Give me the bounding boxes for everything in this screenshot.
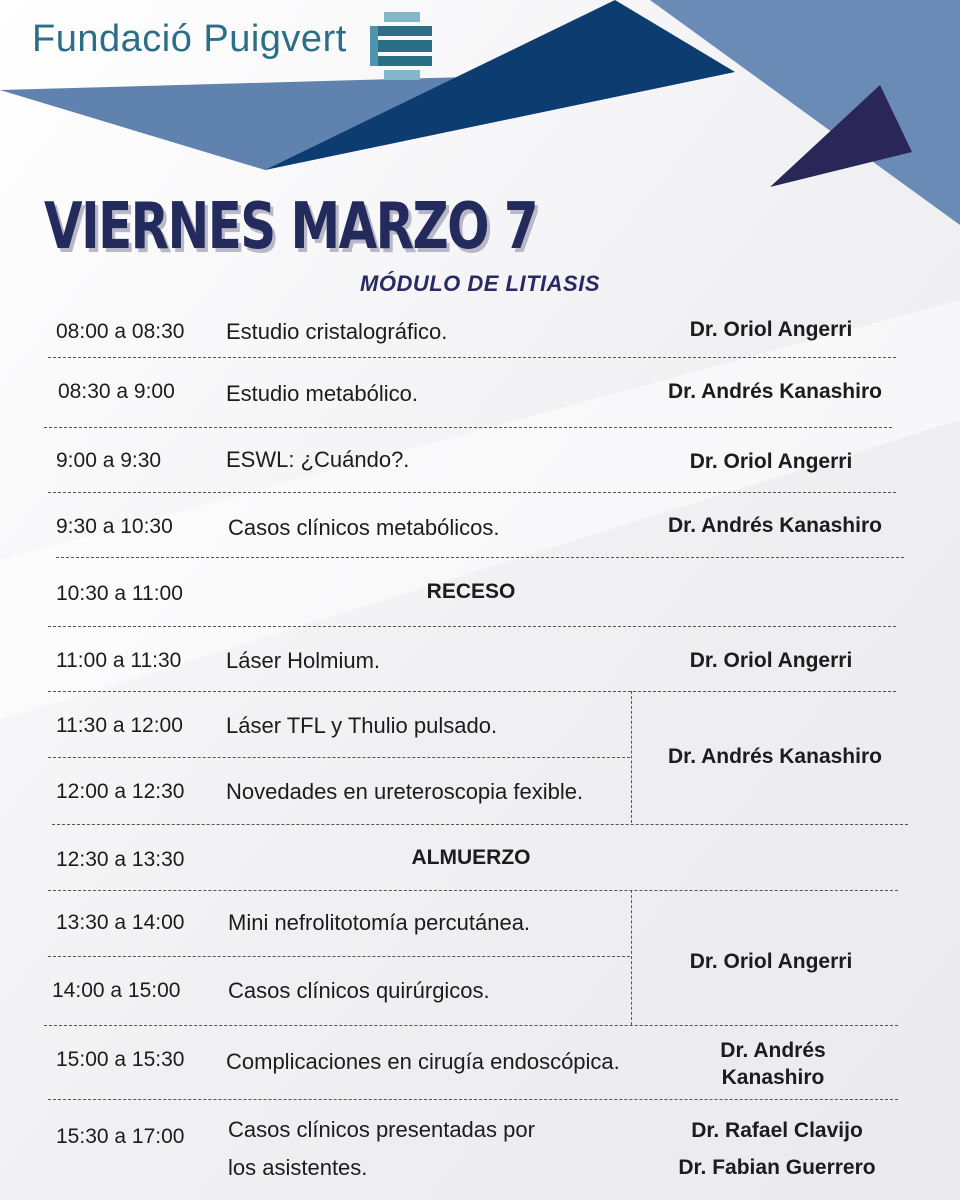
session-speaker: Dr. Oriol Angerri (689, 950, 853, 973)
session-topic: Estudio cristalográfico. (226, 319, 448, 344)
session-speaker-line1: Dr. Andrés (720, 1039, 826, 1062)
row-divider (52, 824, 908, 825)
session-topic: Novedades en ureteroscopia fexible. (226, 779, 584, 804)
row-divider (48, 956, 630, 957)
row-divider (44, 427, 892, 428)
row-divider (48, 1099, 898, 1100)
time-slot: 15:00 a 15:30 (56, 1048, 185, 1071)
time-slot: 9:00 a 9:30 (56, 449, 162, 472)
session-topic-line2: los asistentes. (228, 1155, 368, 1180)
session-topic-line1: Casos clínicos presentadas por (228, 1117, 535, 1142)
row-divider (48, 626, 896, 627)
row-divider (48, 757, 630, 758)
brand-logo-icon (370, 12, 432, 84)
row-divider (48, 357, 896, 358)
lunch-label: ALMUERZO (411, 846, 531, 869)
time-slot: 15:30 a 17:00 (56, 1125, 185, 1148)
session-speaker: Dr. Oriol Angerri (689, 450, 853, 473)
time-slot: 14:00 a 15:00 (52, 979, 181, 1002)
session-topic: Láser TFL y Thulio pulsado. (226, 713, 498, 738)
session-speaker-line2: Dr. Fabian Guerrero (678, 1156, 876, 1179)
time-slot: 9:30 a 10:30 (56, 515, 173, 538)
session-topic: Estudio metabólico. (226, 381, 418, 406)
row-divider (44, 1025, 898, 1026)
session-topic: Casos clínicos metabólicos. (228, 515, 500, 540)
time-slot: 11:30 a 12:00 (56, 714, 183, 737)
brand-name: Fundació Puigvert (32, 18, 347, 60)
row-divider (56, 557, 904, 558)
time-slot: 10:30 a 11:00 (56, 582, 183, 605)
module-title: MÓDULO DE LITIASIS (360, 271, 600, 296)
time-slot: 08:30 a 9:00 (58, 380, 175, 403)
session-speaker: Dr. Andrés Kanashiro (668, 745, 882, 768)
session-topic: ESWL: ¿Cuándo?. (226, 447, 410, 472)
time-slot: 12:00 a 12:30 (56, 780, 185, 803)
session-topic: Láser Holmium. (226, 648, 381, 673)
session-topic: Complicaciones en cirugía endoscópica. (226, 1049, 620, 1074)
session-speaker-line1: Dr. Rafael Clavijo (691, 1119, 863, 1142)
page-title: VIERNES MARZO 7 (44, 190, 538, 264)
session-topic: Mini nefrolitotomía percutánea. (228, 910, 531, 935)
row-divider (48, 492, 896, 493)
time-slot: 12:30 a 13:30 (56, 848, 185, 871)
session-speaker: Dr. Oriol Angerri (689, 649, 853, 672)
row-divider (48, 691, 896, 692)
session-speaker: Dr. Andrés Kanashiro (668, 514, 882, 537)
session-speaker: Dr. Oriol Angerri (689, 318, 853, 341)
session-speaker: Dr. Andrés Kanashiro (668, 380, 882, 403)
session-speaker-line2: Kanashiro (721, 1066, 825, 1089)
time-slot: 13:30 a 14:00 (56, 911, 185, 934)
break-label: RECESO (426, 580, 516, 603)
session-topic: Casos clínicos quirúrgicos. (228, 978, 490, 1003)
row-divider (48, 890, 898, 891)
time-slot: 08:00 a 08:30 (56, 320, 185, 343)
time-slot: 11:00 a 11:30 (56, 649, 182, 672)
